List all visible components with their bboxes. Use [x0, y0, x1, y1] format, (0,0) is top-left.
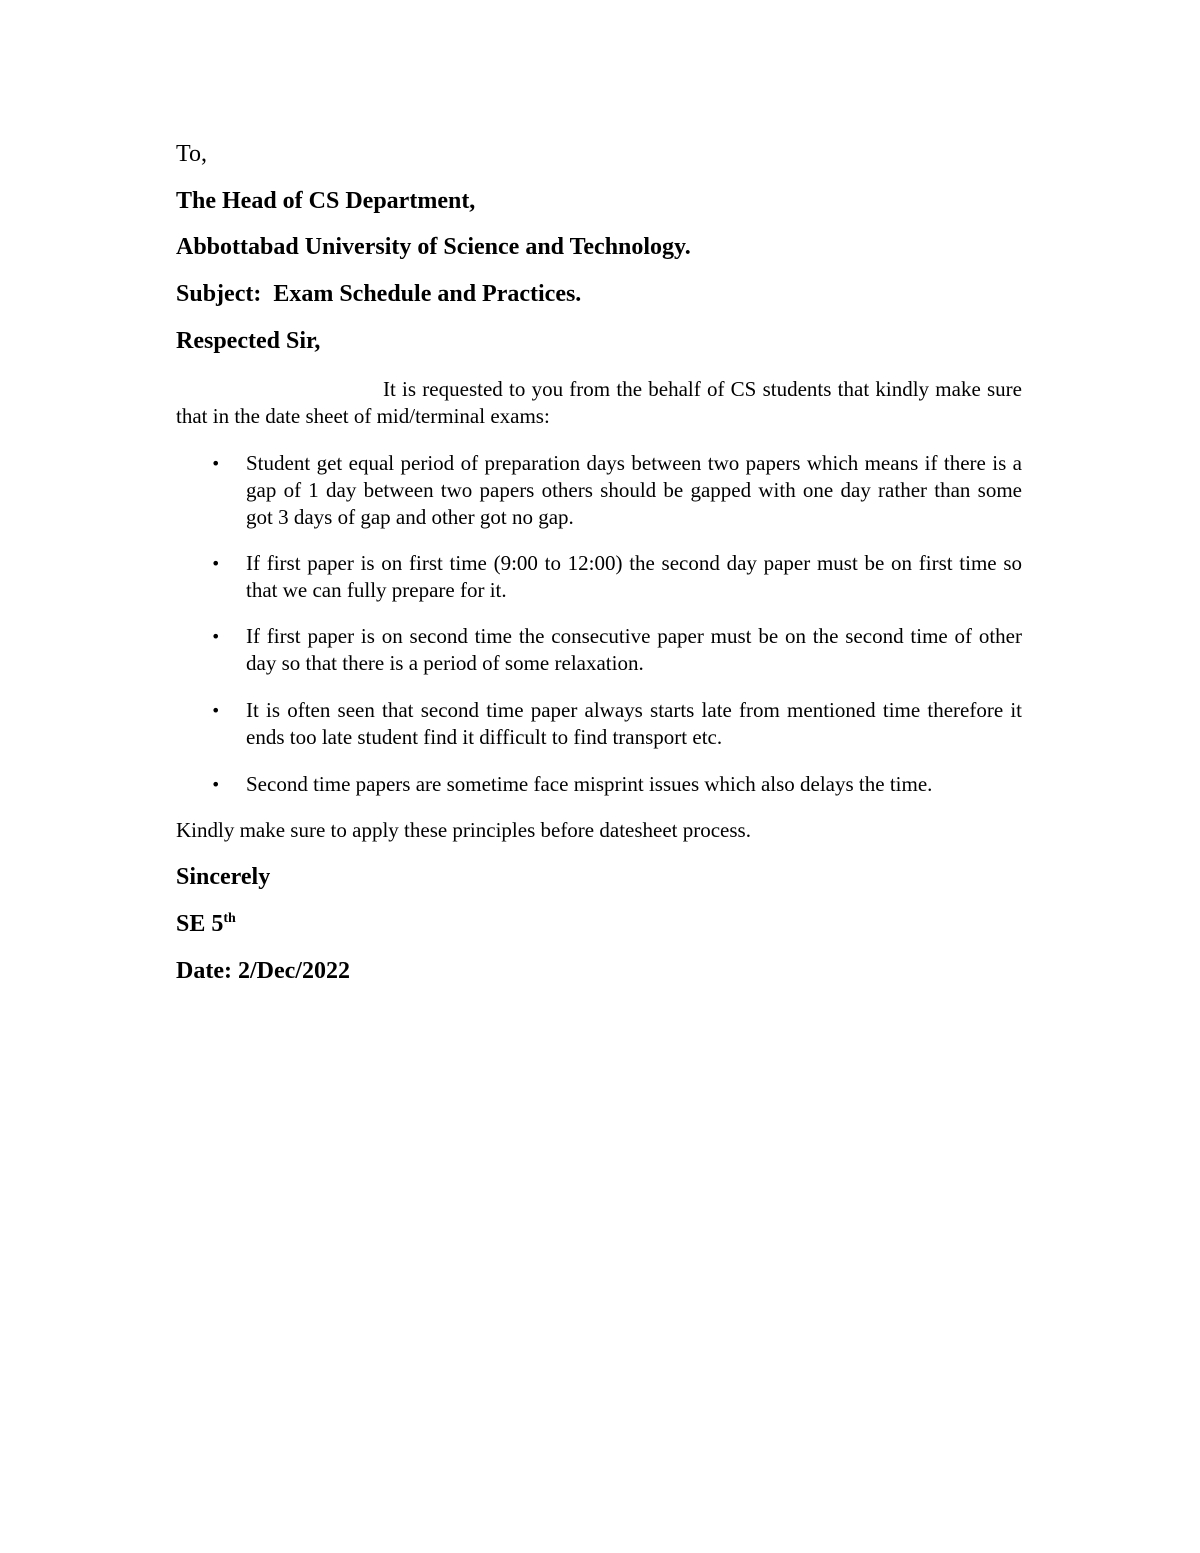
- intro-text: It is requested to you from the behalf of CS students that kindly make sure that in the date sheet of mid/terminal exams:: [176, 377, 1022, 428]
- letter-intro: [176, 376, 1022, 430]
- list-item-text: If first paper is on second time the consecutive paper must be on the second time of other day so that there is a period of some relaxation.: [246, 624, 1022, 675]
- list-item: [211, 771, 1022, 798]
- list-item: [211, 550, 1022, 604]
- closing-note: Kindly make sure to apply these principles before datesheet process.: [176, 818, 751, 842]
- list-item: [211, 623, 1022, 677]
- sender: [176, 910, 236, 938]
- list-item-text: Second time papers are sometime face misprint issues which also delays the time.: [246, 772, 933, 796]
- subject-text: Exam Schedule and Practices.: [273, 281, 582, 307]
- bullet-icon: •: [211, 627, 221, 646]
- bullet-icon: •: [211, 554, 221, 573]
- bullet-icon: •: [211, 701, 221, 720]
- sign-off: Sincerely: [176, 864, 271, 890]
- list-item: [211, 450, 1022, 531]
- bullet-icon: •: [211, 454, 221, 473]
- sender-text: SE 5: [176, 911, 224, 937]
- letter-institution: Abbottabad University of Science and Technology.: [176, 234, 691, 260]
- letter-date: Date: 2/Dec/2022: [176, 958, 350, 984]
- subject-label: Subject:: [176, 281, 262, 307]
- letter-to: To,: [176, 141, 207, 167]
- list-item-text: Student get equal period of preparation days between two papers which means if there is a gap of 1 day between two papers others should be gapped with one day rather than some got 3 days of gap and other got no gap.: [246, 451, 1022, 529]
- letter-subject: [176, 280, 581, 308]
- list-item: [211, 697, 1022, 751]
- list-item-text: It is often seen that second time paper always starts late from mentioned time therefore it ends too late student find it difficult to find transport etc.: [246, 698, 1022, 749]
- letter-recipient: The Head of CS Department,: [176, 188, 476, 214]
- sender-superscript: th: [223, 911, 236, 926]
- letter-salutation: Respected Sir,: [176, 328, 321, 354]
- bullet-icon: •: [211, 775, 221, 794]
- list-item-text: If first paper is on first time (9:00 to 12:00) the second day paper must be on first time so that we can fully prepare for it.: [246, 551, 1022, 602]
